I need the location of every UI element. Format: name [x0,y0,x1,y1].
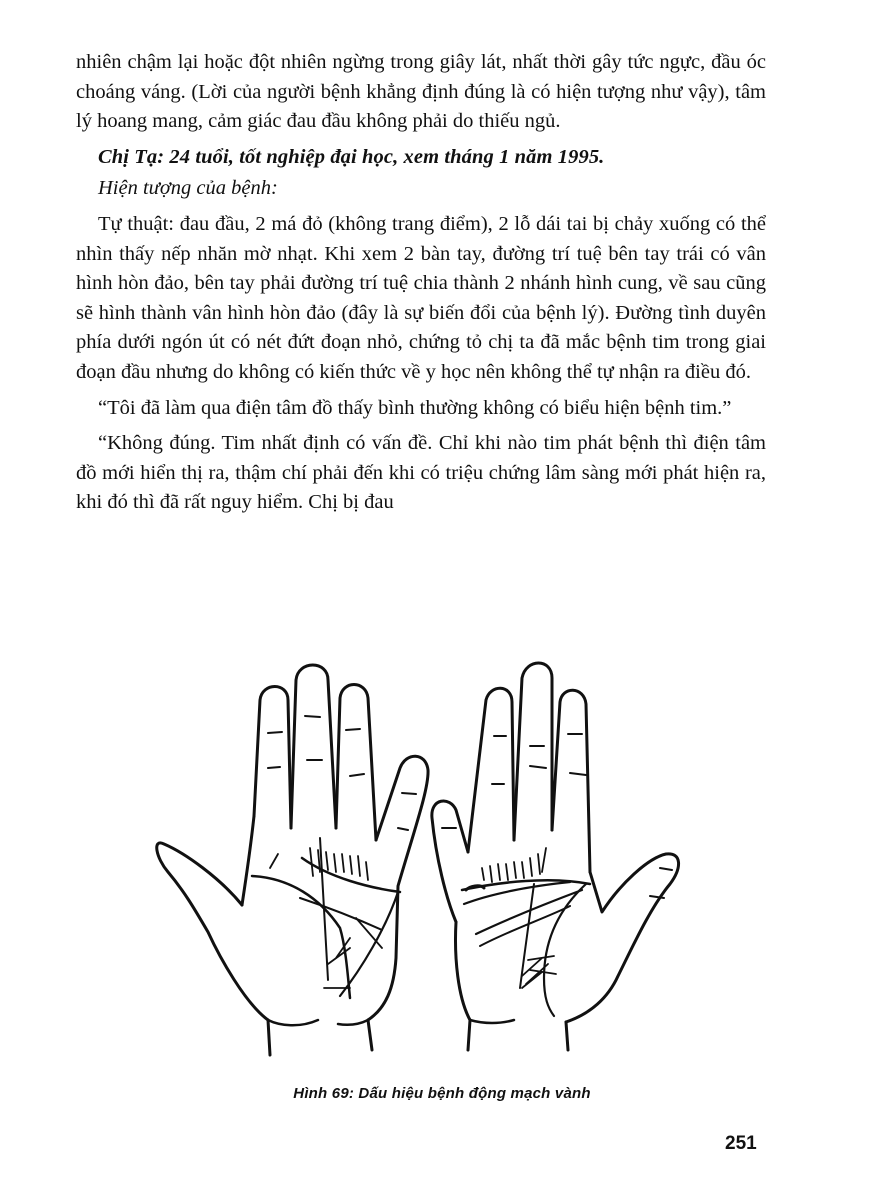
paragraph-reply-quote: “Không đúng. Tim nhất định có vấn đề. Chỉ khi nào tim phát bệnh thì điện tâm đồ mới hiển thị ra, thậm chí phải đến khi có triệu chứng lâm sàng mới phát hiện ra, khi đó thì đã rất nguy hiểm. Chị bị đau [76,432,766,514]
symptoms-heading: Hiện tượng của bệnh: [98,177,278,200]
paragraph-continuation: nhiên chậm lại hoặc đột nhiên ngừng trong giây lát, nhất thời gây tức ngực, đầu óc choáng váng. (Lời của người bệnh khẳng định đúng là có hiện tượng như vậy), tâm lý hoang mang, cảm giác đau đầu không phải do thiếu ngủ. [76,51,766,133]
body-text [76,48,766,518]
two-palms-illustration [150,658,720,1063]
paragraph-patient-quote: “Tôi đã làm qua điện tâm đồ thấy bình thường không có biểu hiện bệnh tim.” [98,396,732,419]
case-heading: Chị Tạ: 24 tuổi, tốt nghiệp đại học, xem tháng 1 năm 1995. [98,145,605,168]
left-hand-drawing [157,665,428,1055]
figure-caption: Hình 69: Dấu hiệu bệnh động mạch vành [293,1085,591,1102]
right-hand-drawing [432,663,679,1050]
figure-palms [150,658,720,1063]
paragraph-self-report: Tự thuật: đau đầu, 2 má đỏ (không trang điểm), 2 lỗ dái tai bị chảy xuống có thể nhìn thấy nếp nhăn mờ nhạt. Khi xem 2 bàn tay, đường trí tuệ bên tay trái có vân hình hòn đảo, bên tay phải đường trí tuệ chia thành 2 nhánh hình cung, về sau cũng sẽ hình thành vân hình hòn đảo (đây là sự biến đổi của bệnh lý). Đường tình duyên phía dưới ngón út có nét đứt đoạn nhỏ, chứng tỏ chị ta đã mắc bệnh tim trong giai đoạn đầu nhưng do không có kiến thức về y học nên không thể tự nhận ra điều đó. [76,212,766,383]
page-number: 251 [725,1133,757,1154]
